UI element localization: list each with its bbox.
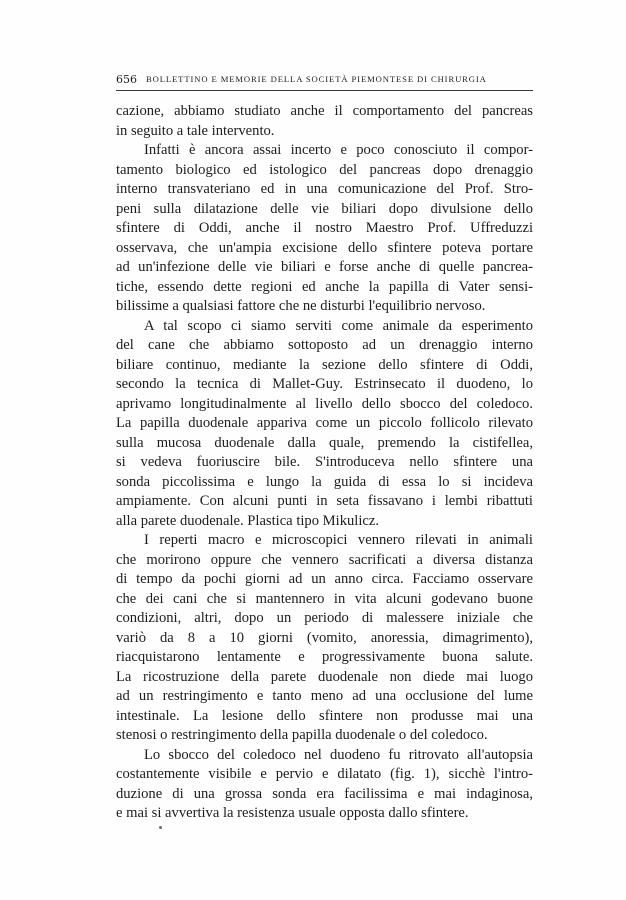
text-line: I reperti macro e microscopici vennero rilevati in animali xyxy=(144,532,533,548)
paragraph xyxy=(116,102,533,141)
text-line: condizioni, altri, dopo un periodo di malessere iniziale che xyxy=(116,610,533,626)
text-line: tamento biologico ed istologico del pancreas dopo drenaggio xyxy=(116,161,533,178)
text-line: tiche, essendo dette regioni ed anche la papilla di Vater sensi- xyxy=(116,278,533,295)
text-line: si vedeva fuoriuscire bile. S'introduceva nello sfintere una xyxy=(116,454,533,470)
ink-speck xyxy=(159,826,162,829)
text-line: La papilla duodenale appariva come un piccolo follicolo rilevato xyxy=(116,415,533,431)
text-line: ad un restringimento e tanto meno ad una occlusione del lume xyxy=(116,688,533,704)
body-text xyxy=(116,102,533,824)
text-line: La ricostruzione della parete duodenale non diede mai luogo xyxy=(116,668,533,685)
text-line: osservava, che un'ampia excisione dello sfintere poteva portare xyxy=(116,239,533,256)
text-line: intestinale. La lesione dello sfintere non produsse mai una xyxy=(116,707,533,724)
text-line: ampiamente. Con alcuni punti in seta fissavano i lembi ribattuti xyxy=(116,493,533,509)
paragraph xyxy=(116,141,533,317)
paragraph xyxy=(116,746,533,824)
paragraph xyxy=(116,531,533,746)
text-line: Infatti è ancora assai incerto e poco conosciuto il compor- xyxy=(144,142,533,158)
text-line: di tempo da pochi giorni ad un anno circa. Facciamo osservare xyxy=(116,571,533,587)
text-line: biliare continuo, mediante la sezione dello sfintere di Oddi, xyxy=(116,356,533,373)
text-line: che dei cani che si mantennero in vita alcuni godevano buone xyxy=(116,590,533,607)
text-line: in seguito a tale intervento. xyxy=(116,122,275,139)
header-rule xyxy=(116,90,533,91)
text-line: sulla mucosa duodenale dalla quale, premendo la cistifellea, xyxy=(116,434,533,451)
text-line: alla parete duodenale. Plastica tipo Mikulicz. xyxy=(116,512,380,529)
text-line: costantemente visibile e pervio e dilatato (fig. 1), sicchè l'intro- xyxy=(116,766,533,782)
text-line: bilissime a qualsiasi fattore che ne disturbi l'equilibrio nervoso. xyxy=(116,298,486,314)
text-line: che morirono oppure che vennero sacrificati a diversa distanza xyxy=(116,551,533,568)
text-line: sfintere di Oddi, anche il nostro Maestro Prof. Uffreduzzi xyxy=(116,220,533,236)
text-line: aprivamo longitudinalmente al livello dello sbocco del coledoco. xyxy=(116,395,533,412)
text-line: riacquistarono lentamente e progressivamente buona salute. xyxy=(116,649,533,665)
page-header xyxy=(116,73,533,87)
paragraph xyxy=(116,317,533,532)
text-line: variò da 8 a 10 giorni (vomito, anoressia, dimagrimento), xyxy=(116,629,533,646)
text-line: duzione di una grossa sonda era facilissima e mai indaginosa, xyxy=(116,785,533,802)
text-line: sonda piccolissima e lungo la guida di essa lo si incideva xyxy=(116,473,533,490)
text-line: Lo sbocco del coledoco nel duodeno fu ritrovato all'autopsia xyxy=(144,746,533,763)
text-line: secondo la tecnica di Mallet-Guy. Estrinsecato il duodeno, lo xyxy=(116,376,533,392)
text-line: stenosi o restringimento della papilla duodenale o del coledoco. xyxy=(116,727,488,743)
page-number: 656 xyxy=(116,73,137,86)
running-title: BOLLETTINO E MEMORIE DELLA SOCIETÀ PIEMONTESE DI CHIRURGIA xyxy=(146,74,487,84)
text-line: del cane che abbiamo sottoposto ad un drenaggio interno xyxy=(116,337,533,353)
text-line: peni sulla dilatazione delle vie biliari dopo divulsione dello xyxy=(116,200,533,217)
text-line: A tal scopo ci siamo serviti come animale da esperimento xyxy=(144,317,533,334)
text-line: e mai si avvertiva la resistenza usuale opposta dallo sfintere. xyxy=(116,805,469,821)
text-line: ad un'infezione delle vie biliari e forse anche di quelle pancrea- xyxy=(116,259,533,275)
text-line: interno transvateriano ed in una comunicazione del Prof. Stro- xyxy=(116,181,533,197)
text-line: cazione, abbiamo studiato anche il comportamento del pancreas xyxy=(116,103,533,119)
